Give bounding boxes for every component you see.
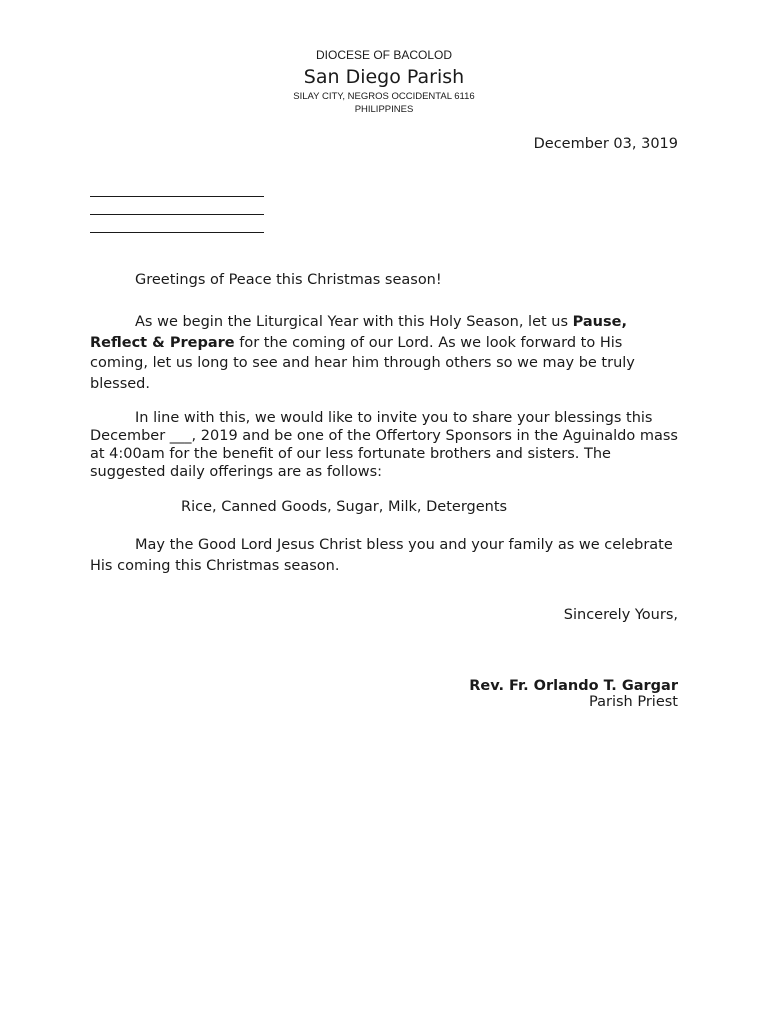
recipient-blank-lines: [90, 179, 264, 233]
signature-block: [469, 678, 678, 710]
parish-name: San Diego Parish: [303, 66, 465, 88]
offerings-list: Rice, Canned Goods, Sugar, Milk, Detergents: [181, 499, 508, 515]
letter-date: December 03, 3019: [533, 136, 678, 152]
signatory-name: Rev. Fr. Orlando T. Gargar: [469, 678, 678, 694]
recipient-blank-line: [90, 197, 264, 215]
recipient-blank-line: [90, 179, 264, 197]
diocese-name: DIOCESE OF BACOLOD: [315, 48, 453, 62]
valediction: Sincerely Yours,: [563, 607, 678, 623]
invitation-paragraph: In line with this, we would like to invite you to share your blessings this December ___, 2019 and be one of the Offertory Sponsors in the Aguinaldo mass at 4:00am for the benefit of our less fortunate brothers and sisters. The suggested daily offerings are as follows:: [90, 410, 678, 480]
blessing-paragraph: May the Good Lord Jesus Christ bless you and your family as we celebrate His coming this Christmas season.: [90, 537, 673, 574]
address-line-1: SILAY CITY, NEGROS OCCIDENTAL 6116: [293, 91, 475, 102]
address-line-2: PHILIPPINES: [354, 104, 414, 115]
signatory-title: Parish Priest: [589, 694, 678, 710]
liturgical-paragraph: [90, 312, 680, 394]
letterhead: [0, 48, 768, 116]
liturgical-text-start: As we begin the Liturgical Year with this Holy Season, let us: [135, 314, 573, 330]
liturgical-text-end: for the coming of our Lord. As we look forward to His coming, let us long to see and hear him through others so we may be truly blessed.: [90, 334, 635, 392]
pause-reflect-prepare-emphasis: Pause, Reflect & Prepare: [90, 314, 627, 351]
recipient-blank-line: [90, 215, 264, 233]
greeting-paragraph: Greetings of Peace this Christmas season!: [135, 272, 442, 288]
